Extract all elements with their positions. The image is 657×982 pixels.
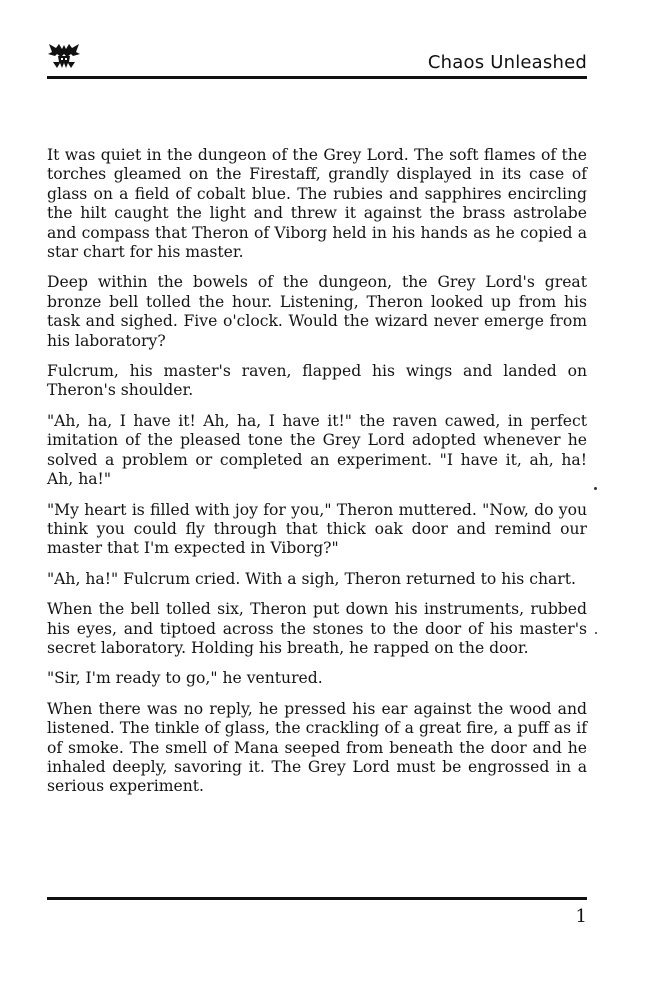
paragraph: It was quiet in the dungeon of the Grey Lord. The soft flames of the torches gleamed on the Firestaff, grandly displayed in its case of glass on a field of cobalt blue. The rubies and sapphires encircling the hilt caught the light and threw it against the brass astrolabe and compass that Theron of Viborg held in his hands as he copied a star chart for his master. bbox=[47, 146, 587, 262]
paragraph: "Sir, I'm ready to go," he ventured. bbox=[47, 669, 323, 688]
griffin-emblem-icon bbox=[47, 42, 81, 70]
body-text bbox=[47, 146, 587, 808]
running-header-title: Chaos Unleashed bbox=[427, 52, 587, 73]
paragraph: "Ah, ha!" Fulcrum cried. With a sigh, Theron returned to his chart. bbox=[47, 569, 576, 588]
print-speck bbox=[594, 487, 597, 490]
header-rule bbox=[47, 76, 587, 79]
page-header bbox=[47, 40, 587, 80]
footer-rule bbox=[47, 897, 587, 900]
paragraph: When there was no reply, he pressed his ear against the wood and listened. The tinkle of glass, the crackling of a great fire, a puff as if of smoke. The smell of Mana seeped from beneath the door and he inhaled deeply, savoring it. The Grey Lord must be engrossed in a serious experiment. bbox=[47, 699, 587, 796]
print-speck bbox=[595, 632, 597, 634]
paragraph: When the bell tolled six, Theron put down his instruments, rubbed his eyes, and tiptoed across the stones to the door of his master's secret laboratory. Holding his breath, he rapped on the door. bbox=[47, 600, 587, 657]
paragraph: "My heart is filled with joy for you," Theron muttered. "Now, do you think you could fly through that thick oak door and remind our master that I'm expected in Viborg?" bbox=[47, 500, 587, 558]
paragraph: Deep within the bowels of the dungeon, the Grey Lord's great bronze bell tolled the hour. Listening, Theron looked up from his task and sighed. Five o'clock. Would the wizard never emerge from his laboratory? bbox=[47, 273, 587, 350]
paragraph: "Ah, ha, I have it! Ah, ha, I have it!" the raven cawed, in perfect imitation of the pleased tone the Grey Lord adopted whenever he solved a problem or completed an experiment. "I have it, ah, ha! Ah, ha!" bbox=[47, 411, 587, 489]
paragraph: Fulcrum, his master's raven, flapped his wings and landed on Theron's shoulder. bbox=[47, 362, 587, 400]
page-number: 1 bbox=[575, 906, 587, 927]
